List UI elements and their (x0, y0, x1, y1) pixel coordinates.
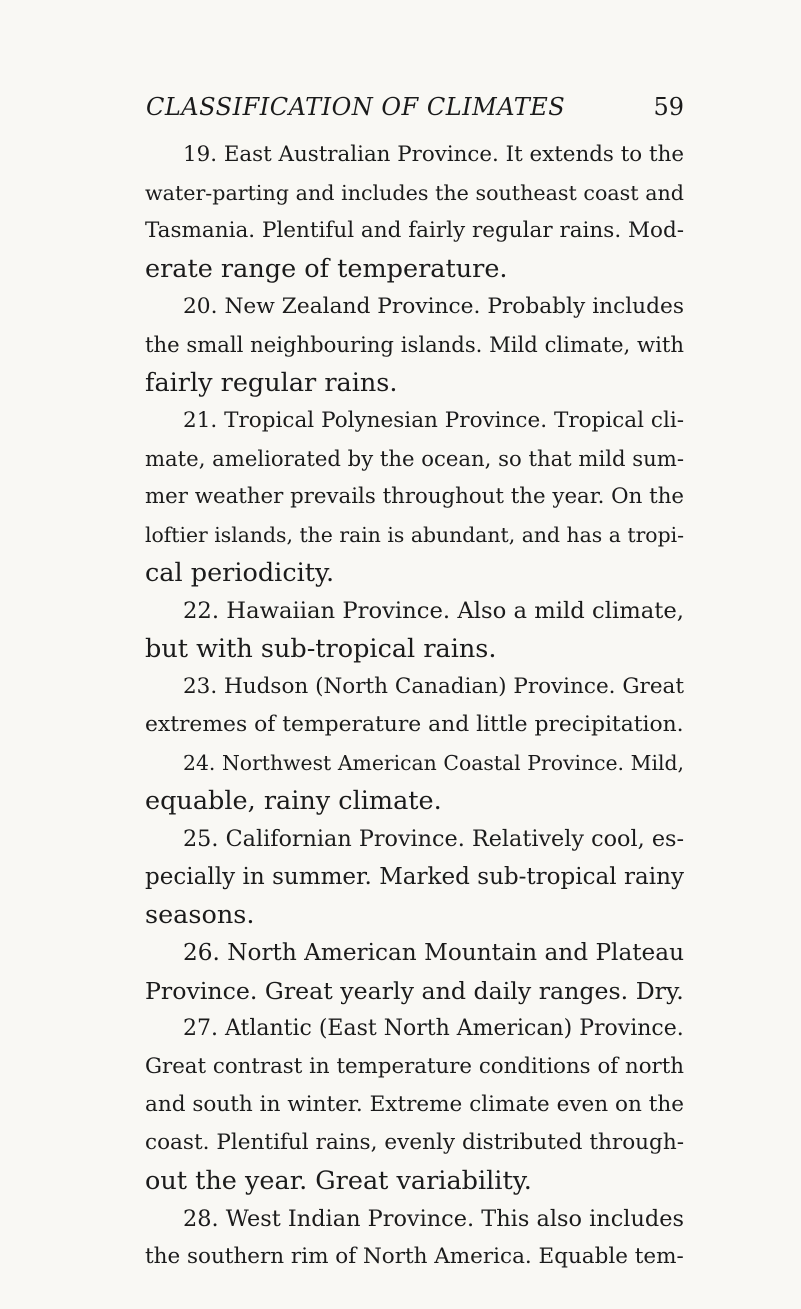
text-line: 24. Northwest American Coastal Province. Mild, (183, 751, 684, 775)
text-line: 21. Tropical Polynesian Province. Tropical cli- (183, 408, 684, 433)
text-line: water-parting and includes the southeast coast and (145, 181, 684, 205)
page-number: 59 (653, 93, 684, 121)
text-line: out the year. Great variability. (145, 1166, 532, 1196)
text-line: Province. Great yearly and daily ranges. Dry. (145, 977, 684, 1005)
running-header (146, 93, 684, 125)
text-line: loftier islands, the rain is abundant, and has a tropi- (145, 523, 684, 547)
text-line: Tasmania. Plentiful and fairly regular rains. Mod- (145, 218, 684, 243)
text-line: 26. North American Mountain and Plateau (183, 939, 684, 966)
text-line: 25. Californian Province. Relatively cool, es- (183, 826, 684, 852)
text-line: mate, ameliorated by the ocean, so that mild sum- (145, 446, 684, 471)
text-line: 19. East Australian Province. It extends to the (183, 142, 684, 167)
text-line: and south in winter. Extreme climate even on the (145, 1092, 684, 1117)
text-line: seasons. (145, 900, 255, 930)
text-line: extremes of temperature and little precipitation. (145, 712, 684, 737)
text-line: Great contrast in temperature conditions of north (145, 1054, 684, 1079)
text-line: but with sub-tropical rains. (145, 634, 497, 664)
text-line: the small neighbouring islands. Mild climate, with (145, 332, 684, 357)
text-line: equable, rainy climate. (145, 786, 442, 816)
text-line: cal periodicity. (145, 558, 335, 588)
text-line: the southern rim of North America. Equable tem- (145, 1244, 684, 1269)
text-line: 22. Hawaiian Province. Also a mild climate, (183, 598, 684, 624)
text-line: 27. Atlantic (East North American) Province. (183, 1016, 684, 1041)
text-line: 23. Hudson (North Canadian) Province. Great (183, 674, 684, 699)
text-line: pecially in summer. Marked sub-tropical rainy (145, 864, 684, 890)
text-line: coast. Plentiful rains, evenly distributed through- (145, 1130, 684, 1155)
text-line: 20. New Zealand Province. Probably includes (183, 294, 684, 319)
text-line: erate range of temperature. (145, 254, 508, 284)
running-title: CLASSIFICATION OF CLIMATES (146, 93, 566, 121)
text-line: mer weather prevails throughout the year. On the (145, 484, 684, 509)
text-line: fairly regular rains. (145, 368, 398, 398)
text-line: 28. West Indian Province. This also includes (183, 1206, 684, 1232)
